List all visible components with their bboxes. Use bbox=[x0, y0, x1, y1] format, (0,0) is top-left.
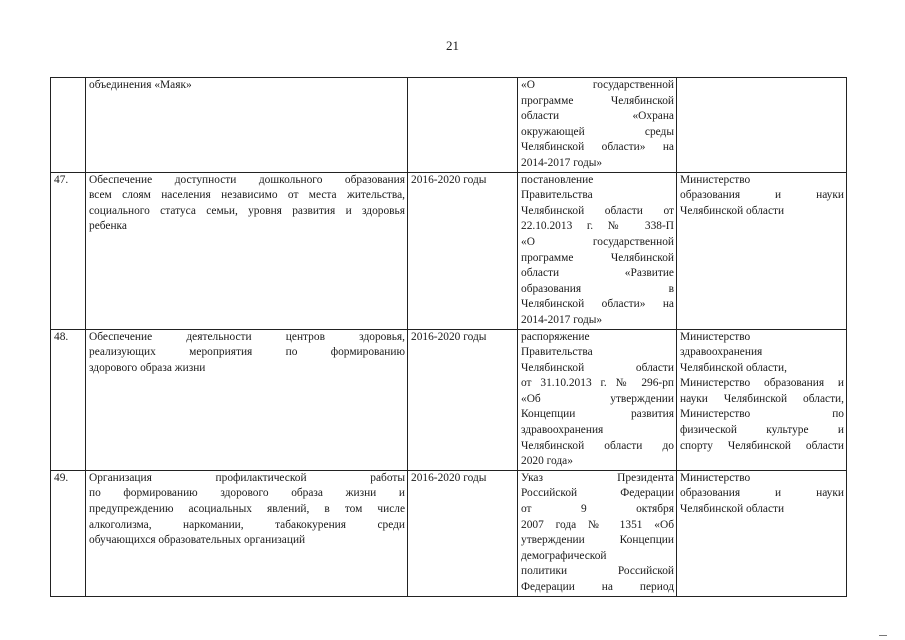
cell-text-line: физической культуре и bbox=[680, 424, 844, 437]
cell-text-line: от 9 октября bbox=[521, 503, 674, 516]
cell-text-line: Челябинской области до bbox=[521, 439, 674, 452]
page-number: 21 bbox=[446, 38, 459, 53]
responsible-cell bbox=[677, 470, 847, 596]
cell-text-line: Министерство образования и bbox=[680, 377, 844, 390]
cell-text-line: «О государственной bbox=[521, 79, 674, 91]
cell-text-line: Концепции развития bbox=[521, 408, 674, 421]
cell-text-line: программе Челябинской bbox=[521, 251, 674, 264]
cell-text-line: всем слоям населения независимо от места жительства, bbox=[89, 189, 405, 202]
cell-text-line: Обеспечение доступности дошкольного образования bbox=[89, 173, 405, 186]
cell-text-line: Правительства bbox=[521, 189, 593, 202]
cell-text-line: спорту Челябинской области bbox=[680, 439, 844, 452]
responsible-cell bbox=[677, 172, 847, 329]
cell-text-line: образования и науки bbox=[680, 189, 844, 202]
cell-text-line: Министерство по bbox=[680, 408, 844, 421]
cell-text-line: Челябинской области bbox=[521, 361, 674, 374]
cell-text-line: демографической bbox=[521, 549, 607, 562]
cell-text-line: области «Охрана bbox=[521, 110, 674, 123]
cell-text-line: окружающей среды bbox=[521, 125, 674, 138]
cell-text-line: Челябинской области» на bbox=[521, 298, 674, 311]
period-cell: 2016-2020 годы bbox=[408, 470, 518, 596]
cell-text-line: Российской Федерации bbox=[521, 487, 674, 500]
period-cell: 2016-2020 годы bbox=[408, 329, 518, 470]
scan-mark bbox=[879, 635, 887, 636]
cell-text-line: Министерство bbox=[680, 330, 751, 343]
cell-text-line: предупреждению асоциальных явлений, в том числе bbox=[89, 503, 405, 516]
cell-text-line: ребенка bbox=[89, 220, 127, 233]
cell-text-line: социального статуса семьи, уровня развития и здоровья bbox=[89, 204, 405, 217]
cell-text-line: 2014-2017 годы» bbox=[521, 156, 603, 169]
cell-text-line: Челябинской области bbox=[680, 503, 785, 516]
responsible-cell bbox=[677, 329, 847, 470]
cell-text-line: Указ Президента bbox=[521, 471, 674, 484]
cell-text-line: объединения «Маяк» bbox=[89, 79, 192, 91]
document-cell bbox=[518, 329, 677, 470]
cell-text-line: здравоохранения bbox=[680, 346, 763, 359]
cell-text-line: утверждении Концепции bbox=[521, 534, 674, 547]
activity-cell bbox=[86, 172, 408, 329]
cell-text-line: Организация профилактической работы bbox=[89, 471, 405, 484]
row-number: 48. bbox=[51, 329, 86, 470]
table-row bbox=[51, 78, 847, 173]
cell-text-line: политики Российской bbox=[521, 565, 674, 578]
cell-text-line: Челябинской области от bbox=[521, 204, 674, 217]
cell-text-line: Челябинской области, bbox=[680, 361, 787, 374]
cell-text-line: от 31.10.2013 г. № 296-рп bbox=[521, 377, 674, 390]
period-cell: 2016-2020 годы bbox=[408, 172, 518, 329]
cell-text-line: Обеспечение деятельности центров здоровья, bbox=[89, 330, 405, 343]
responsible-cell bbox=[677, 78, 847, 173]
cell-text-line: области «Развитие bbox=[521, 267, 674, 280]
cell-text-line: обучающихся образовательных организаций bbox=[89, 534, 306, 547]
cell-text-line: Министерство bbox=[680, 173, 751, 186]
cell-text-line: распоряжение bbox=[521, 330, 590, 343]
cell-text-line: Правительства bbox=[521, 346, 593, 359]
cell-text-line: Федерации на период bbox=[521, 581, 674, 593]
document-cell bbox=[518, 172, 677, 329]
document-cell bbox=[518, 470, 677, 596]
period-cell bbox=[408, 78, 518, 173]
cell-text-line: образования в bbox=[521, 282, 674, 295]
cell-text-line: здорового образа жизни bbox=[89, 361, 206, 374]
cell-text-line: Челябинской области» на bbox=[521, 141, 674, 154]
cell-text-line: 22.10.2013 г. № 338-П bbox=[521, 220, 674, 233]
table-row bbox=[51, 329, 847, 470]
cell-text-line: науки Челябинской области, bbox=[680, 392, 844, 405]
measures-table bbox=[50, 77, 847, 597]
cell-text-line: «О государственной bbox=[521, 235, 674, 248]
cell-text-line: Челябинской области bbox=[680, 204, 785, 217]
cell-text-line: образования и науки bbox=[680, 487, 844, 500]
table-row bbox=[51, 172, 847, 329]
cell-text-line: 2007 года № 1351 «Об bbox=[521, 518, 674, 531]
row-number: 49. bbox=[51, 470, 86, 596]
activity-cell bbox=[86, 78, 408, 173]
cell-text-line: здравоохранения bbox=[521, 424, 604, 437]
document-cell bbox=[518, 78, 677, 173]
row-number: 47. bbox=[51, 172, 86, 329]
cell-text-line: алкоголизма, наркомании, табакокурения среди bbox=[89, 518, 405, 531]
cell-text-line: Министерство bbox=[680, 471, 751, 484]
cell-text-line: по формированию здорового образа жизни и bbox=[89, 487, 405, 500]
row-number bbox=[51, 78, 86, 173]
cell-text-line: постановление bbox=[521, 173, 594, 186]
cell-text-line: 2014-2017 годы» bbox=[521, 313, 603, 326]
cell-text-line: программе Челябинской bbox=[521, 94, 674, 107]
cell-text-line: 2020 года» bbox=[521, 455, 573, 468]
activity-cell bbox=[86, 470, 408, 596]
activity-cell bbox=[86, 329, 408, 470]
cell-text-line: «Об утверждении bbox=[521, 392, 674, 405]
cell-text-line: реализующих мероприятия по формированию bbox=[89, 346, 405, 359]
table-row bbox=[51, 470, 847, 596]
